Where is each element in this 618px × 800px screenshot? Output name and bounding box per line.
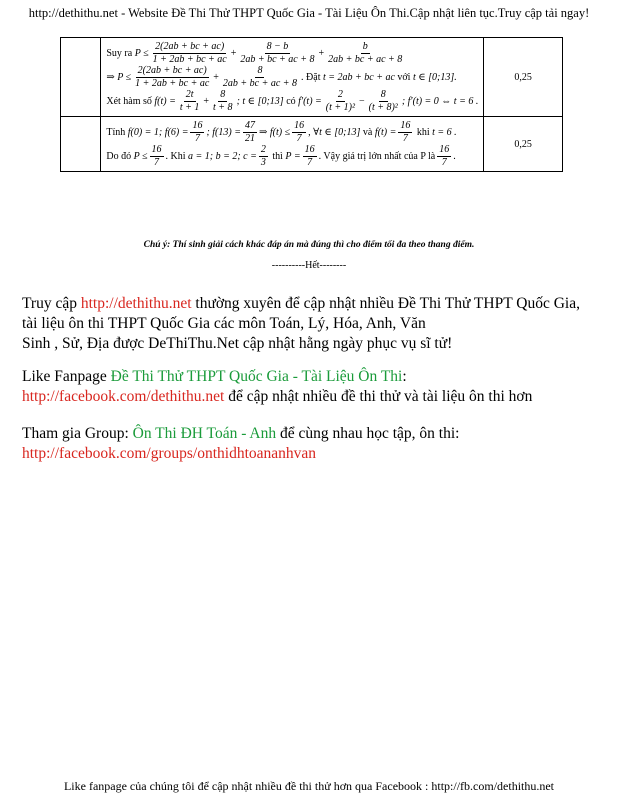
math-text: ⇒ f(t) ≤ xyxy=(258,126,291,138)
math-line xyxy=(106,89,478,113)
math-text: + xyxy=(203,95,210,107)
numerator: 16 xyxy=(192,120,203,131)
fanpage-link[interactable]: Đề Thi Thử THPT Quốc Gia - Tài Liệu Ôn Thi xyxy=(110,368,403,385)
page-header: http://dethithu.net - Website Đề Thi Thử THPT Quốc Gia - Tài Liệu Ôn Thi.Cập nhật liên tục.Truy cập tải ngay! xyxy=(28,6,590,20)
math-text: , ∀t ∈ [0;13] xyxy=(308,126,361,138)
fraction xyxy=(324,89,357,113)
math-text: + xyxy=(230,47,237,59)
math-text: thì xyxy=(272,150,283,162)
denominator: 7 xyxy=(307,156,313,168)
math-text: ; f′(t) = 0 ⇔ t = 6 . xyxy=(401,95,479,107)
math-text: t ∈ [0;13]. xyxy=(412,71,457,83)
fraction xyxy=(243,120,257,144)
math-text: f(t) = xyxy=(154,95,176,107)
table-row xyxy=(61,117,563,172)
math-text: . Khi xyxy=(165,150,186,162)
numerator: 16 xyxy=(294,120,305,131)
promo-text: Sinh , Sử, Địa được DeThiThu.Net cập nhật hằng ngày phục vụ sĩ tử! xyxy=(22,335,453,352)
table-row xyxy=(61,38,563,117)
promo-text: Truy cập xyxy=(22,295,81,312)
fraction xyxy=(259,144,268,168)
math-text: + xyxy=(213,71,219,83)
promo-text: : xyxy=(402,368,407,385)
promo-text: Tham gia Group: xyxy=(22,425,133,442)
numerator: 16 xyxy=(400,120,411,131)
solution-table xyxy=(60,37,563,172)
math-text: Xét hàm số xyxy=(106,95,152,107)
fraction xyxy=(190,120,204,144)
fraction xyxy=(178,89,202,113)
fraction xyxy=(238,41,316,65)
denominator: t + 1 xyxy=(179,101,200,113)
end-mark: ----------Hết-------- xyxy=(271,260,347,271)
promo-paragraph-2 xyxy=(22,367,532,407)
math-text: . Đặt xyxy=(301,71,321,83)
group-link[interactable]: Ôn Thi ĐH Toán - Anh xyxy=(132,425,277,442)
numerator: 16 xyxy=(304,144,315,155)
math-line xyxy=(106,65,478,89)
numerator: 2t xyxy=(185,89,194,100)
math-text: Do đó xyxy=(106,150,132,162)
numerator: 8 xyxy=(380,89,386,100)
math-text: P ≤ xyxy=(134,47,149,59)
numerator: 2 xyxy=(260,144,266,155)
numerator: 8 xyxy=(220,89,226,100)
numerator: 8 xyxy=(257,65,263,76)
denominator: t + 8 xyxy=(213,101,233,113)
fraction xyxy=(398,120,412,144)
denominator: 1 + 2ab + bc + ac xyxy=(152,53,227,65)
numerator: 47 xyxy=(244,120,255,131)
table-cell-solution xyxy=(101,117,484,172)
table-cell-empty xyxy=(61,117,101,172)
math-text: Tính xyxy=(106,126,126,138)
numerator: 16 xyxy=(151,144,162,155)
numerator: 2(2ab + bc + ac) xyxy=(155,41,225,52)
math-text: và xyxy=(362,126,373,138)
denominator: 2ab + bc + ac + 8 xyxy=(328,53,403,65)
promo-text: Like Fanpage xyxy=(22,368,111,385)
promo-text: để cùng nhau học tập, ôn thi: xyxy=(276,425,460,442)
math-text: f′(t) = xyxy=(298,95,322,107)
fraction xyxy=(326,41,404,65)
denominator: 2ab + bc + ac + 8 xyxy=(222,77,298,89)
denominator: (t + 8)² xyxy=(368,101,398,113)
numerator: 16 xyxy=(439,144,450,155)
facebook-page-link[interactable]: http://facebook.com/dethithu.net xyxy=(22,388,225,405)
math-text: . xyxy=(453,150,456,162)
fraction xyxy=(303,144,317,168)
math-text: với xyxy=(397,71,411,83)
math-text: f(t) = xyxy=(374,126,397,138)
math-text: P = xyxy=(285,150,301,162)
denominator: 21 xyxy=(244,132,255,144)
math-text: ⇒ P ≤ xyxy=(106,71,132,83)
numerator: 2 xyxy=(337,89,343,100)
fraction xyxy=(221,65,299,89)
promo-text: thường xuyên để cập nhật nhiều Đề Thi Thử THPT Quốc Gia, xyxy=(191,295,580,312)
promo-text: tài liệu ôn thi THPT Quốc Gia các môn Toán, Lý, Hóa, Anh, Văn xyxy=(22,315,426,332)
facebook-group-link[interactable]: http://facebook.com/groups/onthidhtoananhvan xyxy=(22,445,317,462)
promo-text: để cập nhật nhiều đề thi thử và tài liệu ôn thi hơn xyxy=(224,388,533,405)
math-text: + xyxy=(318,47,325,59)
math-text: f(0) = 1; f(6) = xyxy=(127,126,189,138)
fraction xyxy=(211,89,235,113)
math-text: a = 1; b = 2; c = xyxy=(188,150,257,162)
page-footer: Like fanpage của chúng tôi để cập nhật nhiều đề thi thử hơn qua Facebook : http://fb.com/dethithu.net xyxy=(63,779,555,793)
promo-paragraph-1 xyxy=(22,294,580,354)
fraction xyxy=(292,120,306,144)
table-cell-empty xyxy=(61,38,101,117)
score-cell: 0,25 xyxy=(484,38,563,117)
denominator: 7 xyxy=(402,132,408,144)
math-text: . Vậy giá trị lớn nhất của P là xyxy=(318,150,436,162)
promo-paragraph-3 xyxy=(22,424,459,464)
denominator: (t + 1)² xyxy=(325,101,355,113)
math-line xyxy=(106,41,478,65)
numerator: 2(2ab + bc + ac) xyxy=(137,65,207,76)
math-text: có xyxy=(286,95,296,107)
denominator: 1 + 2ab + bc + ac xyxy=(135,77,210,89)
denominator: 2ab + bc + ac + 8 xyxy=(240,53,315,65)
math-text: ; t ∈ [0;13] xyxy=(236,95,284,107)
table-cell-solution xyxy=(101,38,484,117)
denominator: 7 xyxy=(194,132,200,144)
fraction xyxy=(437,144,451,168)
numerator: 8 − b xyxy=(266,41,289,52)
numerator: b xyxy=(362,41,368,52)
fraction xyxy=(367,89,400,113)
math-text: t = 6 . xyxy=(432,126,457,138)
math-text: P ≤ xyxy=(133,150,148,162)
fraction xyxy=(133,65,211,89)
fraction xyxy=(150,144,164,168)
fraction xyxy=(151,41,229,65)
math-line xyxy=(106,120,478,144)
dethithu-link[interactable]: http://dethithu.net xyxy=(80,295,192,312)
denominator: 7 xyxy=(296,132,302,144)
math-text: khi xyxy=(416,126,430,138)
denominator: 7 xyxy=(154,156,159,168)
grading-note: Chú ý: Thí sinh giải cách khác đáp án mà đúng thì cho điểm tối đa theo thang điểm. xyxy=(143,240,475,250)
denominator: 7 xyxy=(441,156,447,168)
math-text: ; f(13) = xyxy=(206,126,241,138)
math-text: − xyxy=(358,95,365,107)
denominator: 3 xyxy=(260,156,266,168)
math-line xyxy=(106,144,478,168)
score-cell: 0,25 xyxy=(484,117,563,172)
math-text: t = 2ab + bc + ac xyxy=(322,71,395,83)
math-text: Suy ra xyxy=(106,47,133,59)
